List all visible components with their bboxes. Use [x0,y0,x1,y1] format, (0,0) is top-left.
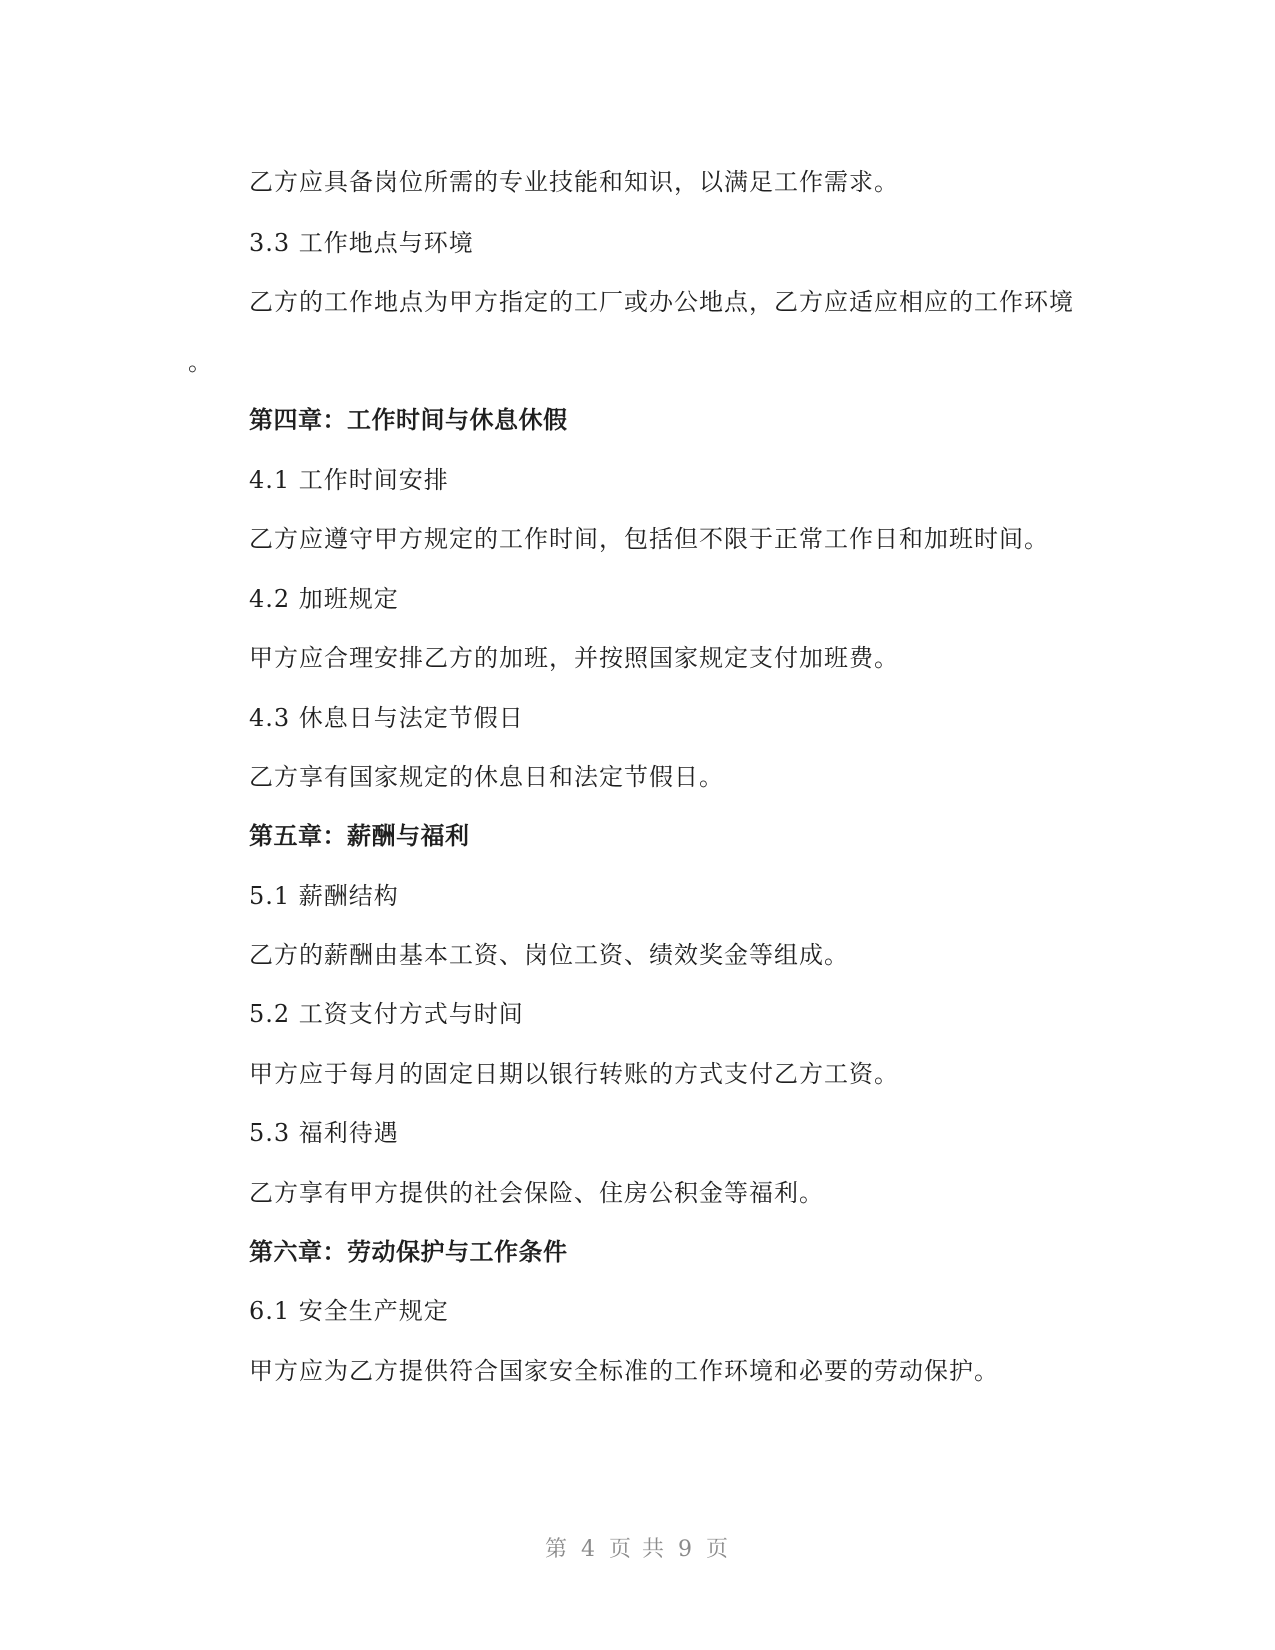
paragraph-text: 乙方应遵守甲方规定的工作时间，包括但不限于正常工作日和加班时间。 [249,525,1049,553]
paragraph-text: 乙方的薪酬由基本工资、岗位工资、绩效奖金等组成。 [249,941,849,969]
paragraph-text: 乙方应具备岗位所需的专业技能和知识，以满足工作需求。 [249,168,899,196]
section-subheading: 5.1 薪酬结构 [249,882,399,910]
paragraph-continuation: 。 [188,348,213,376]
total-pages-number: 9 [678,1537,694,1562]
paragraph-text: 甲方应为乙方提供符合国家安全标准的工作环境和必要的劳动保护。 [249,1357,999,1385]
section-subheading: 4.2 加班规定 [249,585,399,613]
paragraph-text: 乙方的工作地点为甲方指定的工厂或办公地点，乙方应适应相应的工作环境 [249,288,1074,316]
chapter-heading: 第四章：工作时间与休息休假 [249,405,568,434]
paragraph-text: 甲方应于每月的固定日期以银行转账的方式支付乙方工资。 [249,1060,899,1088]
section-subheading: 4.1 工作时间安排 [249,466,449,494]
page-label-prefix: 第 [544,1537,569,1562]
section-subheading: 4.3 休息日与法定节假日 [249,704,524,732]
page-footer [0,1532,1275,1563]
chapter-heading: 第五章：薪酬与福利 [249,821,470,850]
section-subheading: 3.3 工作地点与环境 [249,229,474,257]
section-subheading: 5.3 福利待遇 [249,1119,399,1147]
paragraph-text: 乙方享有甲方提供的社会保险、住房公积金等福利。 [249,1179,824,1207]
page-label-mid: 页 共 [609,1537,666,1562]
section-subheading: 5.2 工资支付方式与时间 [249,1000,524,1028]
section-subheading: 6.1 安全生产规定 [249,1297,449,1325]
page-label-suffix: 页 [706,1537,731,1562]
chapter-heading: 第六章：劳动保护与工作条件 [249,1237,568,1266]
paragraph-text: 乙方享有国家规定的休息日和法定节假日。 [249,763,724,791]
current-page-number: 4 [581,1537,597,1562]
paragraph-text: 甲方应合理安排乙方的加班，并按照国家规定支付加班费。 [249,644,899,672]
